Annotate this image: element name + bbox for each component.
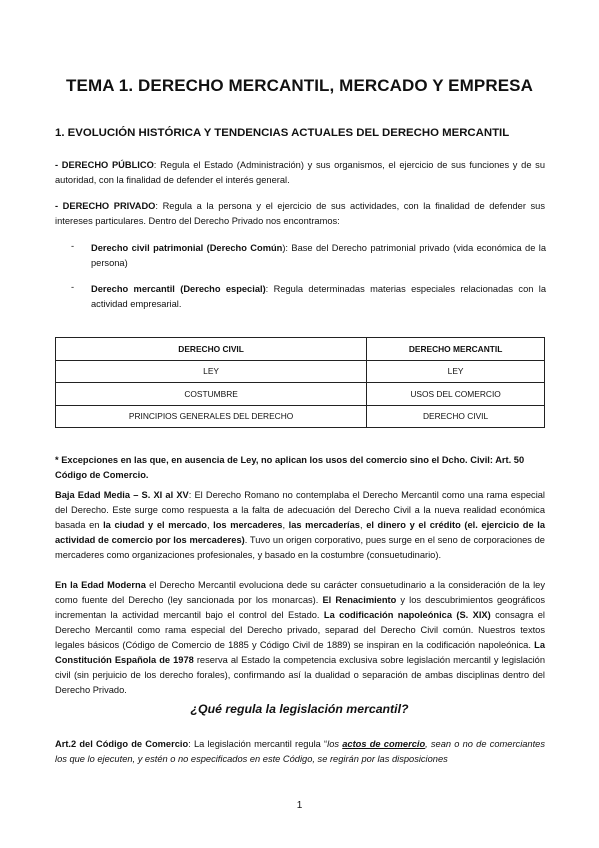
derecho-publico-paragraph (55, 158, 545, 188)
text-span: el Derecho Mercantil evoluciona dede su carácter consuetudinario a la consideración de la ley como fuente del Derecho (ley sancionada por los monarcas). (55, 580, 545, 605)
table-cell: USOS DEL COMERCIO (367, 383, 545, 406)
text-span: consagra el Derecho Mercantil como rama especial del Derecho privado, separad del Derecho Civil común. Nuestros textos legales básicos (Código de Comercio de 1885 y Código Civil de 1889) se inspiran en la codificación napoleónica. (55, 610, 545, 650)
bullet-label: Derecho mercantil (Derecho especial) (91, 284, 266, 294)
table-header: DERECHO MERCANTIL (367, 338, 545, 361)
bold-span: la ciudad y el mercado (103, 520, 207, 530)
italic-span: , sean o no de comerciantes los que lo ejecuten, y estén o no especificados en este Código, se regirán por las disposiciones (55, 739, 546, 764)
table-cell: PRINCIPIOS GENERALES DEL DERECHO (56, 405, 367, 428)
bold-span: La codificación napoleónica (S. XIX) (323, 610, 491, 620)
question-heading: ¿Qué regula la legislación mercantil? (190, 702, 409, 716)
derecho-privado-paragraph (55, 199, 545, 229)
bold-span: las mercaderías (288, 520, 360, 530)
table-cell: DERECHO CIVIL (367, 405, 545, 428)
table-row (56, 383, 545, 406)
art2-paragraph (55, 737, 545, 767)
comparison-table (55, 337, 545, 428)
section-heading: 1. EVOLUCIÓN HISTÓRICA Y TENDENCIAS ACTUALES DEL DERECHO MERCANTIL (55, 127, 510, 139)
bullet-dash: - (71, 241, 75, 251)
page-number: 1 (296, 800, 303, 811)
bold-span: (el. ejercicio de la actividad de comercio por los mercaderes) (55, 520, 545, 545)
bold-span: El Renacimiento (322, 595, 397, 605)
table-row (56, 360, 545, 383)
bullet-derecho-mercantil (91, 282, 546, 312)
table-header-row (56, 338, 545, 361)
derecho-publico-label: - DERECHO PÚBLICO (55, 160, 154, 170)
baja-edad-media-lead: Baja Edad Media – S. XI al XV (55, 490, 189, 500)
bold-span: La Constitución Española de 1978 (55, 640, 545, 665)
bullet-dash: - (71, 282, 75, 292)
bullet-text: : Regula determinadas materias especiales relacionadas con la actividad empresarial. (91, 284, 546, 309)
text-span: , (282, 520, 289, 530)
actos-de-comercio: actos de comercio (342, 739, 426, 749)
text-span: . Tuvo un origen corporativo, pues surge en el seno de corporaciones de mercaderes como organizaciones profesionales, y basado en la costumbre (consuetudinario). (55, 535, 545, 560)
table-header: DERECHO CIVIL (56, 338, 367, 361)
table-cell: COSTUMBRE (56, 383, 367, 406)
table-cell: LEY (367, 360, 545, 383)
text-span: : La legislación mercantil regula “ (188, 739, 328, 749)
exception-note: * Excepciones en las que, en ausencia de Ley, no aplican los usos del comercio sino el Dcho. Civil: Art. 50 Código de Comercio. (55, 455, 525, 481)
bold-span: En la Edad Moderna (55, 580, 146, 590)
table-row (56, 405, 545, 428)
art2-lead: Art.2 del Código de Comercio (55, 739, 189, 749)
table-cell: LEY (56, 360, 367, 383)
bullet-derecho-civil (91, 241, 546, 271)
text-span: reserva al Estado la competencia exclusiva sobre legislación mercantil y legislación civil (sin perjuicio de los derecho forales), confirmando así la dualidad o separación de ambas disciplinas dentro del Derecho Privado. (55, 655, 546, 695)
text-span: , (359, 520, 367, 530)
derecho-privado-label: - DERECHO PRIVADO (55, 201, 156, 211)
italic-span: los (327, 739, 343, 749)
text-span: : El Derecho Romano no contemplaba el Derecho Mercantil como una rama especial del Derecho. Este surge como respuesta a la falta de adecuación del Derecho Civil a la nueva realidad económica basada en (55, 490, 545, 530)
bold-span: los mercaderes (213, 520, 283, 530)
bullet-label: Derecho civil patrimonial (Derecho Común (91, 243, 283, 253)
text-span: , (206, 520, 214, 530)
page-title: TEMA 1. DERECHO MERCANTIL, MERCADO Y EMPRESA (66, 76, 533, 95)
bold-span: el dinero y el crédito (366, 520, 461, 530)
baja-edad-media-paragraph (55, 488, 545, 563)
derecho-publico-text: : Regula el Estado (Administración) y sus organismos, el ejercicio de sus funciones y de su autoridad, con la finalidad de defender el interés general. (55, 160, 545, 185)
edad-moderna-paragraph (55, 578, 545, 698)
bullet-text: ): Base del Derecho patrimonial privado (vida económica de la persona) (91, 243, 546, 268)
text-span: y los descubrimientos geográficos incrementan la actividad mercantil bajo el control del Estado. (55, 595, 546, 620)
derecho-privado-text: : Regula a la persona y el ejercicio de sus actividades, con la finalidad de defender sus intereses particulares. Dentro del Derecho Privado nos encontramos: (55, 201, 545, 226)
